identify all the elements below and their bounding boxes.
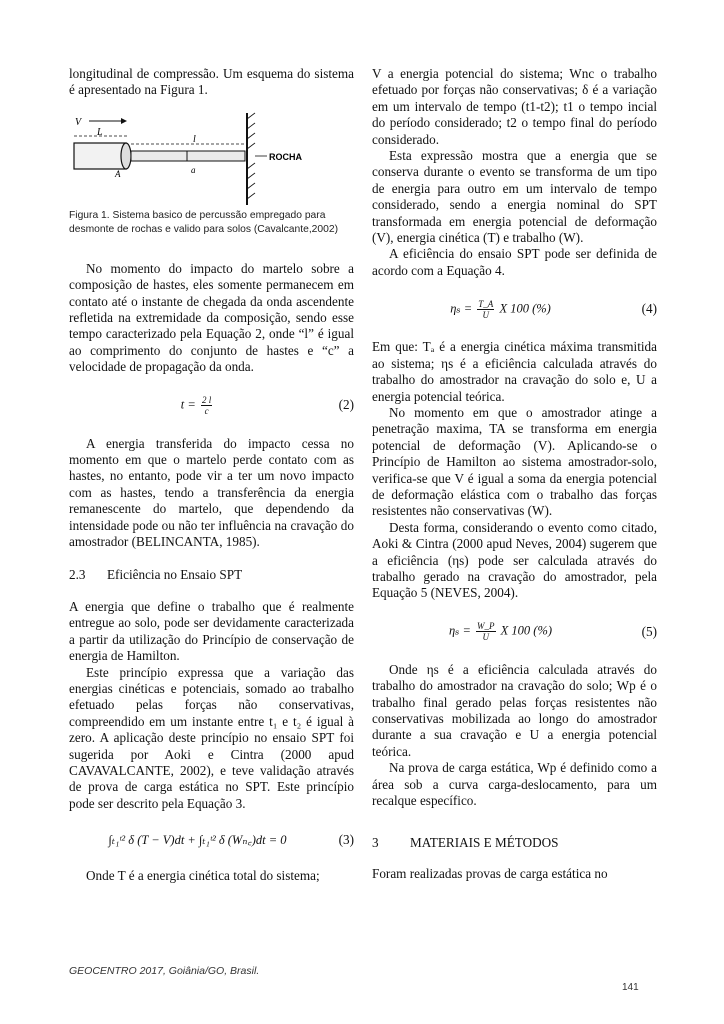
eq5-number: (5) — [641, 623, 657, 639]
percussion-system-diagram — [69, 111, 354, 207]
eq5-numerator: W_P — [477, 621, 495, 632]
section-heading — [69, 567, 354, 583]
section-title: MATERIAIS E MÉTODOS — [410, 835, 559, 851]
eq4-number: (4) — [641, 301, 657, 317]
paragraph: Esta expressão mostra que a energia que se conserva durante o evento se transforma de um tipo de energia para outro em um intervalo de tempo considerado, sendo a energia nominal do SPT transformada em energia potencial de deformação (V), energia cinética (T) e trabalho (W). — [372, 148, 657, 246]
paragraph: Este princípio expressa que a variação das energias cinéticas e potenciais, somado ao trabalho efetuado pelas forças não conservativas, compreendido em um instante entre t₁ e t₂ é igual à zero. A aplicação deste princípio no ensaio SPT foi sugerida por Aoki e Cintra (2000 apud CAVAVALCANTE, 2002), e teve validação através de prova de carga estática no SPT. Este princípio pode ser descrito pela Equação 3. — [69, 664, 354, 811]
eq4-fraction — [477, 299, 494, 320]
paragraph: Na prova de carga estática, Wp é definido como a área sob a curva carga-deslocamento, para um recalque específico. — [372, 760, 657, 809]
paragraph: V a energia potencial do sistema; Wnc o trabalho efetuado por forças não conservativas; δ é a variação em um intervalo de tempo (t1-t2); t1 o tempo incial do período considerado; t2 o tempo final do período considerado. — [372, 66, 657, 147]
eq2-number: (2) — [338, 397, 354, 413]
paragraph: No momento em que o amostrador atinge a penetração maxima, TA se transforma em energia potencial de deformação (V). Aplicando-se o Princípio de Hamilton ao sistema amostrador-solo, verifica-se que V é igual a soma da energia potencial de deformação elástica com o trabalho das forças resistentes não conservativas (W). — [372, 404, 657, 519]
paragraph: A energia transferida do impacto cessa no momento em que o martelo perde contato com as hastes, no entanto, pode vir a ter um novo impacto com as hastes, tendo a transferência da energia remanescente do martelo, que dependendo da intensidade pode ou não ter influência na cravação do amostrador (BELINCANTA, 1985). — [69, 435, 354, 550]
paragraph: A energia que define o trabalho que é realmente entregue ao solo, pode ser devidamente caracterizada a partir da utilização do Princípio de conservação de energia de Hamilton. — [69, 598, 354, 664]
figure-caption: Figura 1. Sistema basico de percussão empregado para desmonte de rochas e valido para solos (Cavalcante,2002) — [69, 209, 339, 235]
eq2-lhs: t = — [180, 397, 196, 412]
label-a: a — [191, 164, 196, 175]
figure-1 — [69, 111, 354, 207]
eq3-number: (3) — [338, 831, 354, 847]
paragraph: Desta forma, considerando o evento como citado, Aoki & Cintra (2000 apud Neves, 2004) sugerem que a eficiência (ηs) pode ser calculada através do trabalho gerado na cravação do amostrador, pela Equação 5 (NEVES, 2004). — [372, 519, 657, 601]
eq2-numerator: 2 l — [201, 395, 212, 406]
section-heading — [372, 835, 657, 851]
equation-2 — [69, 390, 354, 422]
paragraph: Foram realizadas provas de carga estática no — [372, 865, 608, 881]
eq2-fraction — [201, 395, 212, 416]
eq4-lhs: ηₛ = — [450, 301, 473, 316]
paragraph: Onde ηs é a eficiência calculada através do trabalho do amostrador na cravação do solo; Wp é o trabalho final gerado pelas forças resistentes não conservativas mobilizada ao longo do amostrador durante a sua cravação e U a energia potencial teórica. — [372, 661, 657, 759]
page-number: 141 — [622, 982, 639, 993]
label-A: A — [115, 168, 121, 179]
paragraph: Onde T é a energia cinética total do sistema; — [86, 868, 320, 884]
eq4-denominator: U — [482, 309, 490, 320]
equation-3 — [69, 824, 354, 856]
paragraph: No momento do impacto do martelo sobre a composição de hastes, eles somente permanecem em contato até o instante de chegada da onda ascendente refletida na extremidade da composição, sendo esse tempo caracterizado pela Equação 2, onde “l” é igual ao comprimento do conjunto de hastes e “c” a velocidade de propagação da onda. — [69, 260, 354, 375]
paragraph: Em que: Tₐ é a energia cinética máxima transmitida ao sistema; ηs é a eficiência calculada através do trabalho do amostrador na cravação do solo e, U a energia potencial teórica. — [372, 339, 657, 404]
paragraph: longitudinal de compressão. Um esquema do sistema é apresentado na Figura 1. — [69, 66, 354, 98]
eq5-lhs: ηₛ = — [448, 623, 471, 638]
eq4-numerator: T_A — [478, 298, 494, 309]
eq5-fraction — [476, 621, 496, 642]
eq4-rhs: X 100 (%) — [499, 301, 551, 316]
eq5-denominator: U — [482, 632, 490, 643]
eq2-denominator: c — [204, 406, 209, 417]
label-v: V — [75, 116, 82, 128]
section-title: Eficiência no Ensaio SPT — [107, 566, 243, 582]
eq3-expression: ∫ₜ₁ᵗ² δ (T − V)dt + ∫ₜ₁ᵗ² δ (Wₙ꜀)dt = 0 — [108, 832, 287, 847]
left-column — [69, 66, 354, 885]
equation-4 — [372, 293, 657, 325]
section-number: 2.3 — [69, 566, 86, 582]
eq5-rhs: X 100 (%) — [500, 623, 553, 638]
label-l: l — [193, 133, 196, 145]
footer-conference: GEOCENTRO 2017, Goiânia/GO, Brasil. — [69, 965, 260, 977]
section-number: 3 — [372, 835, 379, 851]
label-rocha: ROCHA — [269, 151, 302, 162]
label-L: L — [97, 126, 103, 138]
right-column — [372, 66, 657, 882]
paragraph: A eficiência do ensaio SPT pode ser definida de acordo com a Equação 4. — [372, 246, 657, 278]
equation-5 — [372, 616, 657, 648]
